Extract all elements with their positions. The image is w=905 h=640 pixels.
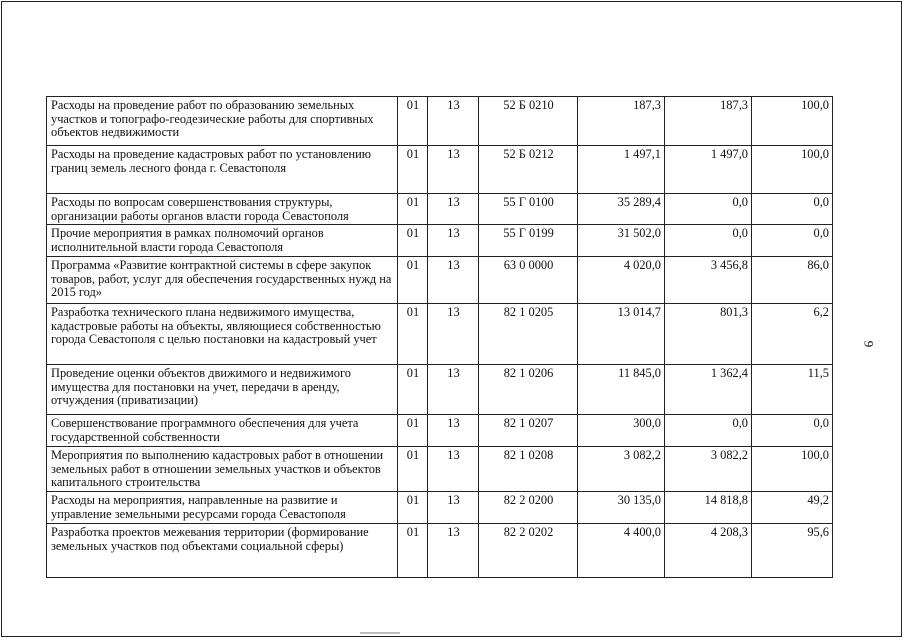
row-name: Расходы по вопросам совершенствования структуры, организации работы органов власти города Севастополя bbox=[47, 194, 398, 225]
percent-executed: 95,6 bbox=[752, 524, 833, 578]
executed-amount: 14 818,8 bbox=[665, 492, 752, 524]
executed-amount: 3 456,8 bbox=[665, 257, 752, 304]
plan-amount: 187,3 bbox=[578, 97, 665, 146]
subsection-code: 13 bbox=[428, 304, 479, 365]
plan-amount: 30 135,0 bbox=[578, 492, 665, 524]
percent-executed: 86,0 bbox=[752, 257, 833, 304]
section-code: 01 bbox=[398, 225, 428, 257]
plan-amount: 300,0 bbox=[578, 415, 665, 447]
table-row bbox=[47, 492, 833, 524]
executed-amount: 801,3 bbox=[665, 304, 752, 365]
section-code: 01 bbox=[398, 194, 428, 225]
row-name: Проведение оценки объектов движимого и недвижимого имущества для постановки на учет, передачи в аренду, отчуждения (приватизации) bbox=[47, 365, 398, 415]
target-code: 52 Б 0212 bbox=[479, 146, 578, 194]
percent-executed: 0,0 bbox=[752, 194, 833, 225]
target-code: 55 Г 0100 bbox=[479, 194, 578, 225]
percent-executed: 6,2 bbox=[752, 304, 833, 365]
target-code: 82 2 0202 bbox=[479, 524, 578, 578]
subsection-code: 13 bbox=[428, 415, 479, 447]
target-code: 52 Б 0210 bbox=[479, 97, 578, 146]
table-row bbox=[47, 97, 833, 146]
row-name: Совершенствование программного обеспечения для учета государственной собственности bbox=[47, 415, 398, 447]
percent-executed: 11,5 bbox=[752, 365, 833, 415]
target-code: 63 0 0000 bbox=[479, 257, 578, 304]
section-code: 01 bbox=[398, 492, 428, 524]
percent-executed: 0,0 bbox=[752, 225, 833, 257]
plan-amount: 35 289,4 bbox=[578, 194, 665, 225]
scan-artifact bbox=[360, 632, 400, 634]
executed-amount: 0,0 bbox=[665, 194, 752, 225]
page-number: 9 bbox=[861, 340, 877, 348]
row-name: Расходы на проведение кадастровых работ по установлению границ земель лесного фонда г. Севастополя bbox=[47, 146, 398, 194]
target-code: 82 2 0200 bbox=[479, 492, 578, 524]
table-row bbox=[47, 194, 833, 225]
percent-executed: 49,2 bbox=[752, 492, 833, 524]
section-code: 01 bbox=[398, 257, 428, 304]
subsection-code: 13 bbox=[428, 194, 479, 225]
subsection-code: 13 bbox=[428, 365, 479, 415]
executed-amount: 4 208,3 bbox=[665, 524, 752, 578]
section-code: 01 bbox=[398, 146, 428, 194]
percent-executed: 100,0 bbox=[752, 97, 833, 146]
plan-amount: 4 400,0 bbox=[578, 524, 665, 578]
row-name: Расходы на мероприятия, направленные на развитие и управление земельными ресурсами города Севастополя bbox=[47, 492, 398, 524]
row-name: Разработка проектов межевания территории (формирование земельных участков под объектами социальной сферы) bbox=[47, 524, 398, 578]
subsection-code: 13 bbox=[428, 257, 479, 304]
target-code: 82 1 0207 bbox=[479, 415, 578, 447]
target-code: 82 1 0205 bbox=[479, 304, 578, 365]
table-row bbox=[47, 146, 833, 194]
row-name: Расходы на проведение работ по образованию земельных участков и топографо-геодезические работы для спортивных объектов недвижимости bbox=[47, 97, 398, 146]
section-code: 01 bbox=[398, 415, 428, 447]
target-code: 55 Г 0199 bbox=[479, 225, 578, 257]
subsection-code: 13 bbox=[428, 492, 479, 524]
subsection-code: 13 bbox=[428, 97, 479, 146]
table-row bbox=[47, 365, 833, 415]
table-row bbox=[47, 524, 833, 578]
subsection-code: 13 bbox=[428, 447, 479, 492]
executed-amount: 0,0 bbox=[665, 415, 752, 447]
executed-amount: 1 497,0 bbox=[665, 146, 752, 194]
table-row bbox=[47, 415, 833, 447]
plan-amount: 3 082,2 bbox=[578, 447, 665, 492]
percent-executed: 100,0 bbox=[752, 146, 833, 194]
subsection-code: 13 bbox=[428, 225, 479, 257]
section-code: 01 bbox=[398, 365, 428, 415]
plan-amount: 1 497,1 bbox=[578, 146, 665, 194]
section-code: 01 bbox=[398, 524, 428, 578]
section-code: 01 bbox=[398, 304, 428, 365]
percent-executed: 0,0 bbox=[752, 415, 833, 447]
subsection-code: 13 bbox=[428, 146, 479, 194]
table-row bbox=[47, 225, 833, 257]
row-name: Программа «Развитие контрактной системы в сфере закупок товаров, работ, услуг для обеспечения государственных нужд на 2015 год» bbox=[47, 257, 398, 304]
subsection-code: 13 bbox=[428, 524, 479, 578]
target-code: 82 1 0206 bbox=[479, 365, 578, 415]
budget-table bbox=[46, 96, 833, 578]
table-row bbox=[47, 447, 833, 492]
table-row bbox=[47, 304, 833, 365]
row-name: Мероприятия по выполнению кадастровых работ в отношении земельных работ в отношении земельных участков и объектов капитального строительства bbox=[47, 447, 398, 492]
percent-executed: 100,0 bbox=[752, 447, 833, 492]
plan-amount: 31 502,0 bbox=[578, 225, 665, 257]
table-row bbox=[47, 257, 833, 304]
row-name: Прочие мероприятия в рамках полномочий органов исполнительной власти города Севастополя bbox=[47, 225, 398, 257]
section-code: 01 bbox=[398, 447, 428, 492]
executed-amount: 3 082,2 bbox=[665, 447, 752, 492]
section-code: 01 bbox=[398, 97, 428, 146]
plan-amount: 13 014,7 bbox=[578, 304, 665, 365]
executed-amount: 1 362,4 bbox=[665, 365, 752, 415]
plan-amount: 11 845,0 bbox=[578, 365, 665, 415]
executed-amount: 187,3 bbox=[665, 97, 752, 146]
row-name: Разработка технического плана недвижимого имущества, кадастровые работы на объекты, являющиеся собственностью города Севастополя с целью постановки на кадастровый учет bbox=[47, 304, 398, 365]
executed-amount: 0,0 bbox=[665, 225, 752, 257]
target-code: 82 1 0208 bbox=[479, 447, 578, 492]
plan-amount: 4 020,0 bbox=[578, 257, 665, 304]
